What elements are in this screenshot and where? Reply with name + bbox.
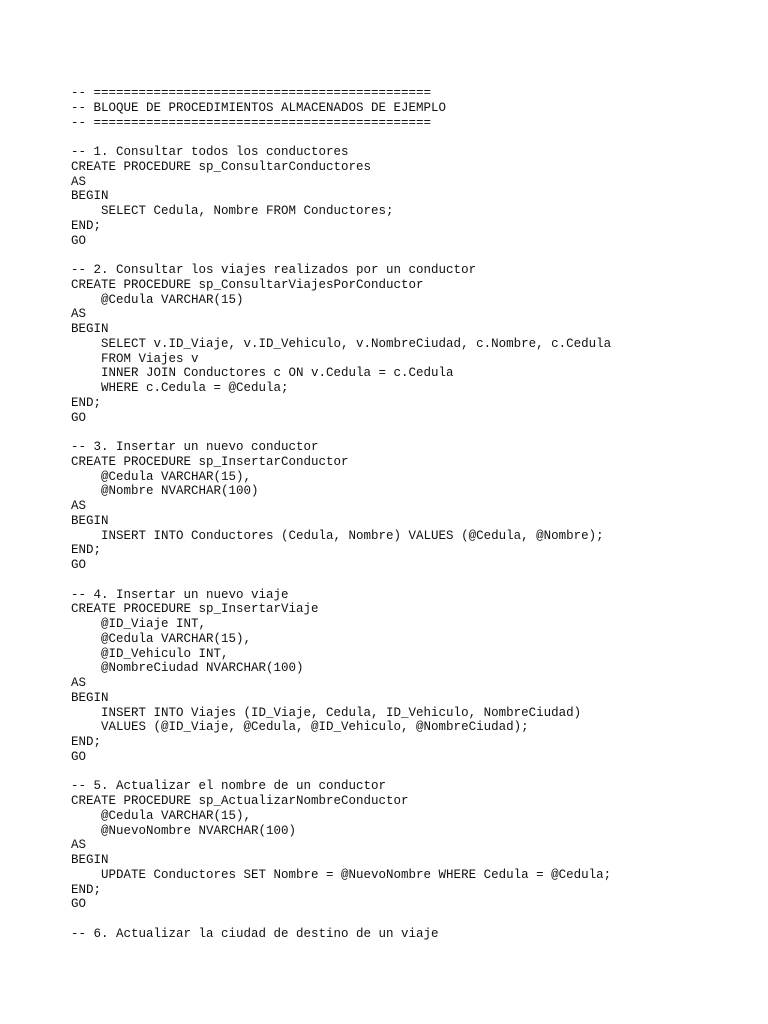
- code-line: -- =============================================: [71, 86, 432, 100]
- code-line: BEGIN: [71, 853, 109, 867]
- code-line: CREATE PROCEDURE sp_InsertarViaje: [71, 602, 319, 617]
- code-line: AS: [71, 499, 87, 513]
- code-line: [71, 912, 611, 927]
- code-line: AS: [71, 307, 87, 322]
- code-line: WHERE c.Cedula = @Cedula;: [71, 381, 289, 395]
- code-line: [71, 248, 611, 263]
- code-line: @Cedula VARCHAR(15),: [71, 808, 252, 823]
- code-line: SELECT v.ID_Viaje, v.ID_Vehiculo, v.NombreCiudad, c.Nombre, c.Cedula: [71, 336, 612, 351]
- code-line: AS: [71, 676, 87, 690]
- code-line: -- 4. Insertar un nuevo viaje: [71, 587, 289, 602]
- code-line: -- 1. Consultar todos los conductores: [71, 145, 349, 159]
- code-line: -- =============================================: [71, 115, 432, 130]
- code-line: END;: [71, 543, 102, 558]
- code-line: @Cedula VARCHAR(15),: [71, 631, 252, 646]
- code-line: END;: [71, 735, 102, 749]
- code-line: [71, 573, 611, 588]
- code-line: [71, 130, 611, 145]
- code-line: @ID_Viaje INT,: [71, 617, 207, 631]
- code-line: @ID_Vehiculo INT,: [71, 646, 229, 661]
- code-line: CREATE PROCEDURE sp_ConsultarConductores: [71, 159, 372, 174]
- code-line: -- 3. Insertar un nuevo conductor: [71, 440, 319, 454]
- code-line: GO: [71, 558, 87, 572]
- code-line: FROM Viajes v: [71, 351, 199, 366]
- code-line: CREATE PROCEDURE sp_ConsultarViajesPorConductor: [71, 277, 424, 292]
- code-line: BEGIN: [71, 189, 109, 204]
- code-line: [71, 425, 611, 440]
- code-line: -- 5. Actualizar el nombre de un conductor: [71, 779, 387, 794]
- code-line: AS: [71, 838, 87, 853]
- code-line: -- BLOQUE DE PROCEDIMIENTOS ALMACENADOS DE EJEMPLO: [71, 100, 447, 115]
- code-line: GO: [71, 749, 87, 764]
- code-line: GO: [71, 233, 87, 248]
- code-line: [71, 765, 611, 780]
- code-line: BEGIN: [71, 690, 109, 705]
- code-line: END;: [71, 882, 102, 897]
- code-line: VALUES (@ID_Viaje, @Cedula, @ID_Vehiculo, @NombreCiudad);: [71, 720, 529, 735]
- code-line: GO: [71, 897, 87, 912]
- code-line: @NuevoNombre NVARCHAR(100): [71, 823, 297, 838]
- code-line: @Cedula VARCHAR(15): [71, 292, 244, 307]
- code-line: CREATE PROCEDURE sp_ActualizarNombreConductor: [71, 794, 409, 808]
- code-line: BEGIN: [71, 513, 109, 528]
- code-line: @NombreCiudad NVARCHAR(100): [71, 661, 304, 676]
- sql-code-document: [71, 86, 611, 942]
- code-line: @Cedula VARCHAR(15),: [71, 469, 252, 484]
- code-line: INNER JOIN Conductores c ON v.Cedula = c.Cedula: [71, 366, 454, 381]
- code-line: @Nombre NVARCHAR(100): [71, 484, 259, 499]
- code-line: GO: [71, 410, 87, 425]
- code-line: AS: [71, 174, 87, 189]
- code-line: -- 2. Consultar los viajes realizados por un conductor: [71, 263, 477, 277]
- code-line: BEGIN: [71, 322, 109, 336]
- code-line: SELECT Cedula, Nombre FROM Conductores;: [71, 204, 394, 218]
- code-line: INSERT INTO Viajes (ID_Viaje, Cedula, ID_Vehiculo, NombreCiudad): [71, 705, 582, 720]
- code-line: CREATE PROCEDURE sp_InsertarConductor: [71, 454, 349, 469]
- code-line: INSERT INTO Conductores (Cedula, Nombre) VALUES (@Cedula, @Nombre);: [71, 528, 604, 543]
- code-line: UPDATE Conductores SET Nombre = @NuevoNombre WHERE Cedula = @Cedula;: [71, 867, 612, 882]
- code-line: END;: [71, 395, 102, 410]
- code-line: END;: [71, 218, 102, 233]
- code-line: -- 6. Actualizar la ciudad de destino de un viaje: [71, 926, 439, 941]
